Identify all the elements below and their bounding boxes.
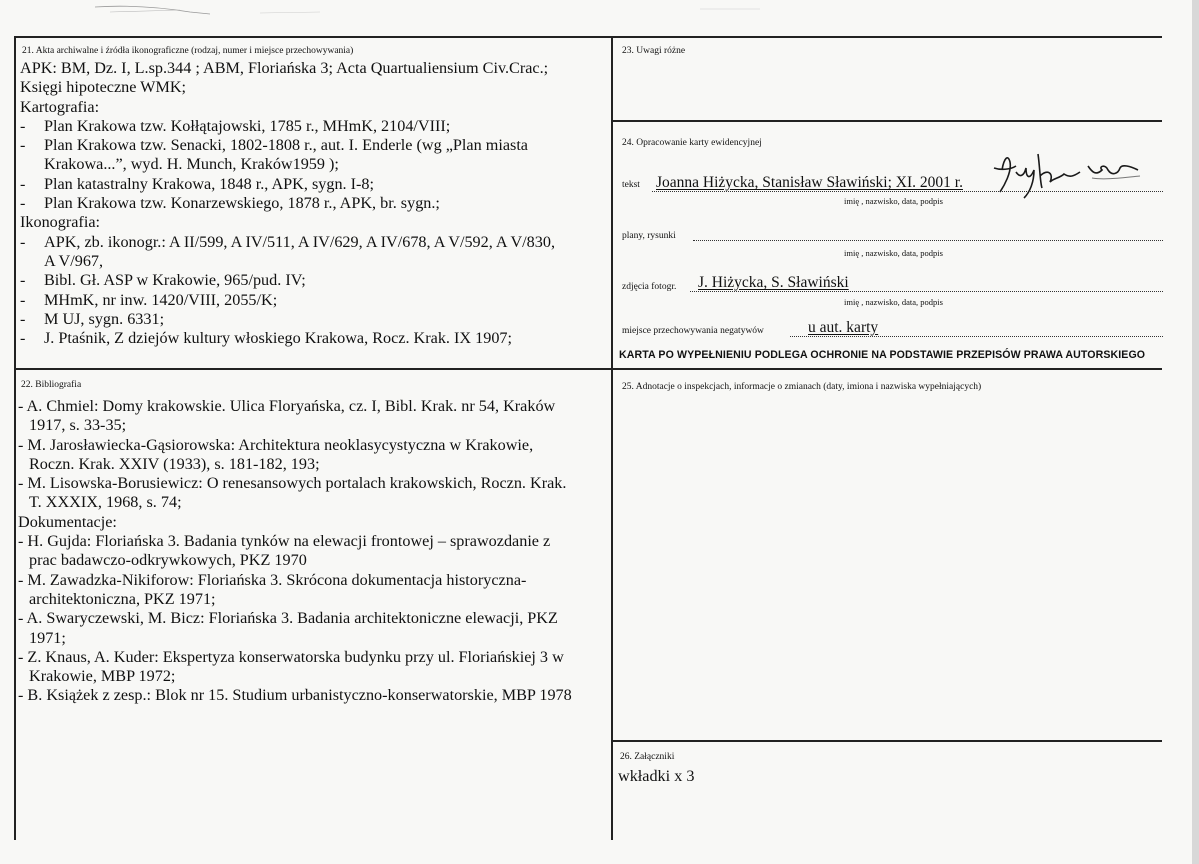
sec21-line xyxy=(20,310,555,329)
sec21-line xyxy=(20,291,555,310)
plany-line xyxy=(693,240,1163,241)
tekst-value: Joanna Hiżycka, Stanisław Sławiński; XI. 2001 r. xyxy=(656,174,963,191)
sec22-label: 22. Bibliografia xyxy=(21,380,82,390)
tekst-caption: imię , nazwisko, data, podpis xyxy=(844,196,943,206)
sec22-line: T. XXXIX, 1968, s. 74; xyxy=(29,493,182,512)
list-dash: - xyxy=(20,271,26,290)
miejsce-value: u aut. karty xyxy=(808,319,879,336)
sec22-line: - M. Jarosławiecka-Gąsiorowska: Architektura neoklasycystyczna w Krakowie, xyxy=(18,435,534,454)
scan-mark xyxy=(0,0,1190,20)
list-dash: - xyxy=(20,309,26,328)
sec22-line: - H. Gujda: Floriańska 3. Badania tynków na elewacji frontowej – sprawozdanie z xyxy=(18,532,551,551)
sec22-line: 1971; xyxy=(29,628,66,647)
signature xyxy=(980,148,1160,202)
list-item-text: J. Ptaśnik, Z dziejów kultury włoskiego Krakowa, Rocz. Krak. IX 1907; xyxy=(44,329,513,348)
list-item-text: Plan Krakowa tzw. Kołłątajowski, 1785 r., MHmK, 2104/VIII; xyxy=(44,116,451,135)
list-item-text: MHmK, nr inw. 1420/VIII, 2055/K; xyxy=(44,290,278,309)
sec22-line: - B. Książek z zesp.: Blok nr 15. Studium urbanistyczno-konserwatorskie, MBP 1978 xyxy=(18,686,572,705)
tekst-label: tekst xyxy=(622,180,640,190)
sec21-line xyxy=(20,329,555,348)
sec22-line: Krakowie, MBP 1972; xyxy=(29,667,176,686)
list-item-text: APK, zb. ikonogr.: A II/599, A IV/511, A IV/629, A IV/678, A V/592, A V/830, xyxy=(44,232,556,251)
zdjecia-caption: imię , nazwisko, data, podpis xyxy=(844,297,943,307)
list-item-text: Bibl. Gł. ASP w Krakowie, 965/pud. IV; xyxy=(44,271,306,290)
copyright-notice: KARTA PO WYPEŁNIENIU PODLEGA OCHRONIE NA PODSTAWIE PRZEPISÓW PRAWA AUTORSKIEGO xyxy=(619,349,1146,361)
plany-caption: imię , nazwisko, data, podpis xyxy=(844,248,943,258)
frame-top-rule xyxy=(14,36,1162,38)
sec22-line: Roczn. Krak. XXIV (1933), s. 181-182, 193; xyxy=(29,454,320,473)
sec23-label: 23. Uwagi różne xyxy=(622,46,686,56)
sec24-label: 24. Opracowanie karty ewidencyjnej xyxy=(622,138,762,148)
sec21-line: Ikonografia: xyxy=(20,213,101,232)
sec22-line: - A. Swaryczewski, M. Bicz: Floriańska 3. Badania architektoniczne elewacji, PKZ xyxy=(18,609,558,628)
sec22-line: Dokumentacje: xyxy=(18,512,117,531)
sec26-value: wkładki x 3 xyxy=(618,767,695,785)
list-dash: - xyxy=(20,329,26,348)
sec21-line: Krakowa...”, wyd. H. Munch, Kraków1959 ); xyxy=(44,155,339,174)
list-item-text: M UJ, sygn. 6331; xyxy=(44,309,165,328)
sec22-line: - Z. Knaus, A. Kuder: Ekspertyza konserwatorska budynku przy ul. Floriańskiej 3 w xyxy=(18,647,564,666)
list-dash: - xyxy=(20,174,26,193)
sec21-line xyxy=(20,136,555,155)
sec21-content xyxy=(20,59,555,348)
column-divider xyxy=(611,36,613,840)
sec21-line xyxy=(20,175,555,194)
sec22-line: - M. Lisowska-Borusiewicz: O renesansowych portalach krakowskich, Roczn. Krak. xyxy=(18,474,567,493)
list-item-text: Plan katastralny Krakowa, 1848 r., APK, sygn. I-8; xyxy=(44,174,375,193)
list-dash: - xyxy=(20,290,26,309)
list-dash: - xyxy=(20,116,26,135)
sec22-line: - A. Chmiel: Domy krakowskie. Ulica Floryańska, cz. I, Bibl. Krak. nr 54, Kraków xyxy=(18,397,556,415)
sec21-line: APK: BM, Dz. I, L.sp.344 ; ABM, Floriańska 3; Acta Quartualiensium Civ.Crac.; xyxy=(20,59,549,77)
sec23-bottom-rule xyxy=(611,120,1162,122)
zdjecia-label: zdjęcia fotogr. xyxy=(622,282,677,292)
sec25-bottom-rule xyxy=(611,740,1162,742)
list-dash: - xyxy=(20,136,26,155)
list-item-text: Plan Krakowa tzw. Senacki, 1802-1808 r., aut. I. Enderle (wg „Plan miasta xyxy=(44,136,528,155)
scan-edge xyxy=(1192,0,1199,864)
sec21-line: A V/967, xyxy=(44,251,104,270)
frame-left-rule xyxy=(14,36,16,840)
sec21-line xyxy=(20,194,555,213)
sec22-line: 1917, s. 33-35; xyxy=(29,416,127,435)
zdjecia-value: J. Hiżycka, S. Sławiński xyxy=(698,274,849,291)
sec21-line: Księgi hipoteczne WMK; xyxy=(20,78,187,97)
list-dash: - xyxy=(20,194,26,213)
sec25-label: 25. Adnotacje o inspekcjach, informacje o zmianach (daty, imiona i nazwiska wypełniających) xyxy=(622,382,982,392)
sec21-line xyxy=(20,233,555,252)
sec22-line: prac badawczo-odkrywkowych, PKZ 1970 xyxy=(29,551,307,570)
sec21-label: 21. Akta archiwalne i źródła ikonograficzne (rodzaj, numer i miejsce przechowywania) xyxy=(22,46,354,56)
sec21-line xyxy=(20,117,555,136)
sec21-bottom-rule xyxy=(14,368,1162,370)
list-item-text: Plan Krakowa tzw. Konarzewskiego, 1878 r., APK, br. sygn.; xyxy=(44,194,440,213)
miejsce-label: miejsce przechowywania negatywów xyxy=(622,326,764,336)
sec26-label: 26. Załączniki xyxy=(620,752,675,762)
sec22-line: architektoniczna, PKZ 1971; xyxy=(29,589,216,608)
plany-label: plany, rysunki xyxy=(622,231,676,241)
sec22-line: - M. Zawadzka-Nikiforow: Floriańska 3. Skrócona dokumentacja historyczna- xyxy=(18,570,527,589)
sec22-content xyxy=(18,397,572,706)
sec21-line: Kartografia: xyxy=(20,97,100,116)
sec21-line xyxy=(20,271,555,290)
list-dash: - xyxy=(20,232,26,251)
